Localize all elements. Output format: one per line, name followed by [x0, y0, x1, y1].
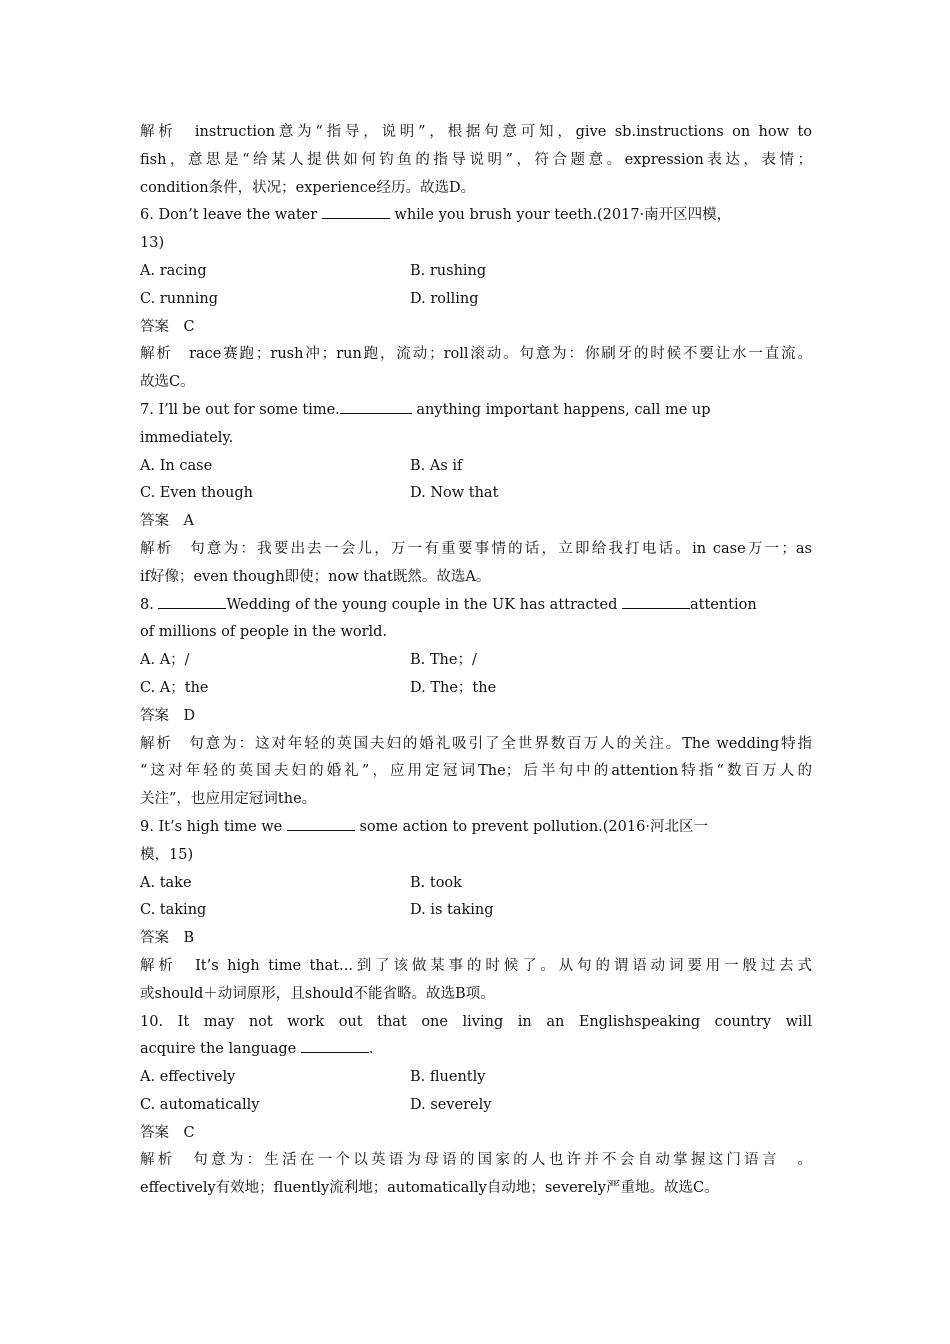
- q6-option-d: D. rolling: [410, 290, 479, 307]
- q8-analysis-line-2: “这对年轻的英国夫妇的婚礼”，应用定冠词The；后半句中的attention特指“数百万人的: [140, 763, 812, 780]
- q6-options-row-1: [140, 258, 812, 286]
- q9-answer: 答案 B: [140, 930, 195, 947]
- q10-analysis-line-1: 解析 句意为：生活在一个以英语为母语的国家的人也许并不会自动掌握这门语言 。: [140, 1152, 812, 1169]
- q7-stem-part-b: anything important happens, call me up: [411, 401, 711, 418]
- q7-stem: [140, 397, 812, 425]
- q6-option-a: A. racing: [140, 262, 207, 279]
- q7-analysis-line-1: 解析 句意为：我要出去一会儿，万一有重要事情的话，立即给我打电话。in case万一；as: [140, 540, 812, 557]
- q7-option-b: B. As if: [410, 457, 463, 474]
- q10-option-d: D. severely: [410, 1096, 492, 1113]
- q8-analysis-line-3: 关注”，也应用定冠词the。: [140, 791, 317, 808]
- q6-stem-part-b: while you brush your teeth.(2017·南开区四模，: [389, 207, 732, 224]
- q9-options-row-1: [140, 870, 812, 898]
- q9-stem-continued: 模，15): [140, 846, 194, 863]
- q10-option-a: A. effectively: [140, 1069, 236, 1086]
- q9-option-a: A. take: [140, 874, 192, 891]
- q9-options-row-2: [140, 897, 812, 925]
- q8-option-d: D. The；the: [410, 679, 497, 696]
- q8-stem-continued: of millions of people in the world.: [140, 624, 388, 641]
- q8-blank-2: [622, 594, 690, 609]
- q10-option-b: B. fluently: [410, 1069, 486, 1086]
- q10-options-row-1: [140, 1064, 812, 1092]
- q10-stem-continued: [140, 1036, 812, 1064]
- q8-stem-part-b: Wedding of the young couple in the UK has attracted: [226, 596, 622, 613]
- q10-blank: [301, 1039, 369, 1054]
- q7-analysis-line-2: if好像；even though即使；now that既然。故选A。: [140, 568, 491, 585]
- q6-answer: 答案 C: [140, 318, 195, 335]
- q6-stem-continued: 13): [140, 235, 165, 252]
- q8-options-row-2: [140, 675, 812, 703]
- q6-blank: [322, 205, 390, 220]
- q6-analysis-line-1: 解析 race赛跑；rush冲；run跑，流动；roll滚动。句意为：你刷牙的时候不要让水一直流。: [140, 346, 812, 363]
- q7-options-row-2: [140, 480, 812, 508]
- q7-stem-continued: immediately.: [140, 429, 234, 446]
- q7-options-row-1: [140, 453, 812, 481]
- q8-options-row-1: [140, 647, 812, 675]
- q10-options-row-2: [140, 1092, 812, 1120]
- q8-analysis-line-1: 解析 句意为：这对年轻的英国夫妇的婚礼吸引了全世界数百万人的关注。The wedding特指: [140, 735, 812, 752]
- q7-answer: 答案 A: [140, 513, 194, 530]
- q6-analysis-line-2: 故选C。: [140, 374, 195, 391]
- q8-stem-part-c: attention: [689, 596, 757, 613]
- q8-answer: 答案 D: [140, 707, 196, 724]
- q8-option-a: A. A；/: [140, 652, 190, 669]
- q7-option-a: A. In case: [140, 457, 213, 474]
- q10-analysis-line-2: effectively有效地；fluently流利地；automatically自动地；severely严重地。故选C。: [140, 1180, 719, 1197]
- q9-stem-part-a: 9. It’s high time we: [140, 818, 287, 835]
- q9-analysis-line-2: 或should＋动词原形，且should不能省略。故选B项。: [140, 985, 495, 1002]
- q7-option-d: D. Now that: [410, 485, 499, 502]
- q9-blank: [287, 816, 355, 831]
- q7-blank: [340, 399, 412, 414]
- q8-stem: [140, 592, 812, 620]
- q5-analysis-line-3: condition条件，状况；experience经历。故选D。: [140, 179, 476, 196]
- q6-option-c: C. running: [140, 290, 219, 307]
- q6-options-row-2: [140, 286, 812, 314]
- q6-stem: [140, 202, 812, 230]
- q10-answer: 答案 C: [140, 1124, 195, 1141]
- q9-option-c: C. taking: [140, 902, 207, 919]
- document-page: [140, 119, 812, 1203]
- q6-option-b: B. rushing: [410, 262, 487, 279]
- q8-option-b: B. The；/: [410, 652, 477, 669]
- q10-option-c: C. automatically: [140, 1096, 260, 1113]
- q5-analysis-line-2: fish，意思是“给某人提供如何钓鱼的指导说明”，符合题意。expression表达，表情；: [140, 151, 812, 168]
- q10-stem: 10. It may not work out that one living in an Englishspeaking country will: [140, 1013, 812, 1030]
- q6-stem-part-a: 6. Don’t leave the water: [140, 207, 322, 224]
- q10-stem-part-b: acquire the language: [140, 1041, 301, 1058]
- q8-blank-1: [158, 594, 226, 609]
- q9-stem-part-b: some action to prevent pollution.(2016·河北区一: [354, 818, 708, 835]
- q9-option-d: D. is taking: [410, 902, 494, 919]
- q8-option-c: C. A；the: [140, 679, 209, 696]
- q10-stem-part-c: .: [368, 1041, 374, 1058]
- q7-stem-part-a: 7. I’ll be out for some time.: [140, 401, 340, 418]
- q9-stem: [140, 814, 812, 842]
- q9-option-b: B. took: [410, 874, 462, 891]
- q9-analysis-line-1: 解析 It’s high time that...到了该做某事的时候了。从句的谓语动词要用一般过去式: [140, 957, 812, 974]
- q8-stem-part-a: 8.: [140, 596, 159, 613]
- q5-analysis-line-1: 解析 instruction意为“指导，说明”，根据句意可知，give sb.instructions on how to: [140, 124, 812, 140]
- q7-option-c: C. Even though: [140, 485, 253, 502]
